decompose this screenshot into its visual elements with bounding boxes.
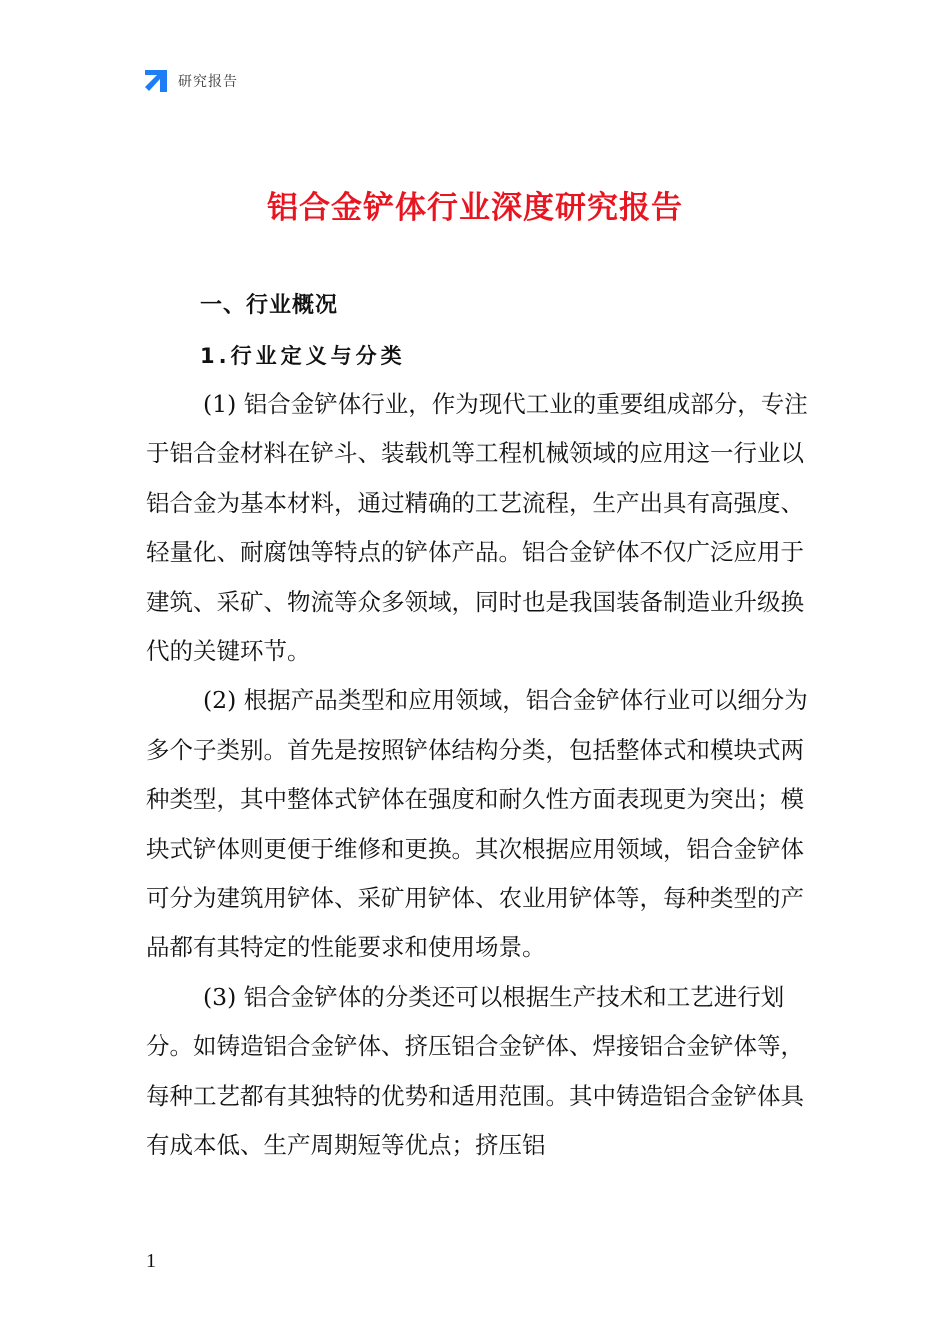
document-title: 铝合金铲体行业深度研究报告: [267, 190, 683, 226]
header-label: 研究报告: [178, 74, 238, 90]
arrow-logo-icon: [143, 68, 169, 94]
paragraph-1: (1) 铝合金铲体行业，作为现代工业的重要组成部分，专注于铝合金材料在铲斗、装载机等工程机械领域的应用这一行业以铝合金为基本材料，通过精确的工艺流程，生产出具有高强度、轻量化、耐腐蚀等特点的铲体产品。铝合金铲体不仅广泛应用于建筑、采矿、物流等众多领域，同时也是我国装备制造业升级换代的关键环节。: [146, 390, 808, 666]
paragraph-2: (2) 根据产品类型和应用领域，铝合金铲体行业可以细分为多个子类别。首先是按照铲体结构分类，包括整体式和模块式两种类型，其中整体式铲体在强度和耐久性方面表现更为突出；模块式铲体则更便于维修和更换。其次根据应用领域，铝合金铲体可分为建筑用铲体、采矿用铲体、农业用铲体等，每种类型的产品都有其特定的性能要求和使用场景。: [146, 686, 808, 962]
page-header: [143, 68, 238, 94]
section-heading: 一、行业概况: [200, 293, 339, 318]
body-paragraphs: [146, 380, 810, 1171]
paragraph-3: (3) 铝合金铲体的分类还可以根据生产技术和工艺进行划分。如铸造铝合金铲体、挤压铝合金铲体、焊接铝合金铲体等，每种工艺都有其独特的优势和适用范围。其中铸造铝合金铲体具有成本低、生产周期短等优点；挤压铝: [146, 982, 804, 1160]
subsection-heading: 1.行业定义与分类: [200, 344, 406, 368]
page-number: 1: [146, 1250, 156, 1272]
